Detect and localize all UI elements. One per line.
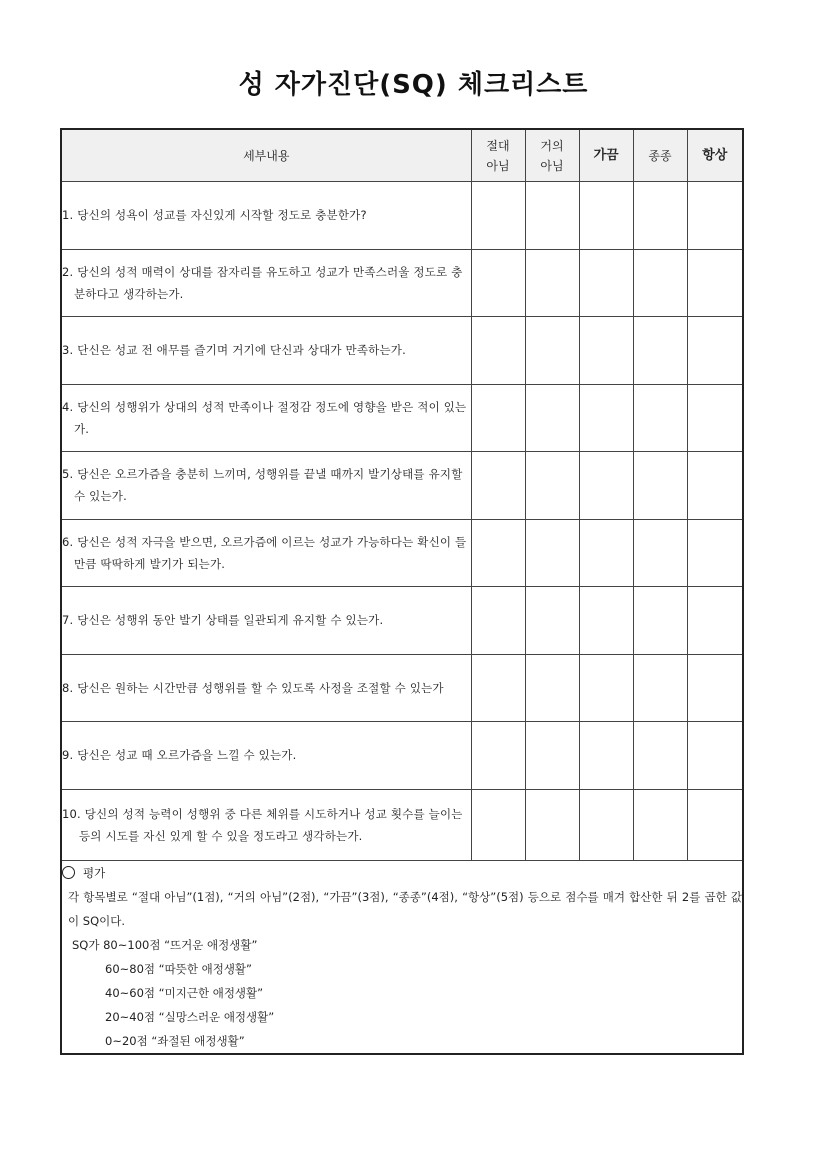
answer-cell-sometimes[interactable] <box>579 789 633 860</box>
question-text: 1. 당신의 성욕이 성교를 자신있게 시작할 정도로 충분한가? <box>62 208 367 223</box>
answer-cell-often[interactable] <box>633 182 687 250</box>
grade-line: 60~80점 “따뜻한 애정생활” <box>105 961 252 976</box>
question-text: 6. 당신은 성적 자극을 받으면, 오르가즘에 이르는 성교가 가능하다는 확신이 들만큼 딱딱하게 발기가 되는가. <box>62 534 467 571</box>
answer-cell-sometimes[interactable] <box>579 317 633 385</box>
question-text: 3. 단신은 성교 전 애무를 즐기며 거기에 단신과 상대가 만족하는가. <box>62 343 406 358</box>
question-text: 8. 당신은 원하는 시간만큼 성행위를 할 수 있도록 사정을 조절할 수 있는가 <box>62 680 444 695</box>
answer-cell-rarely[interactable] <box>525 654 579 722</box>
answer-cell-rarely[interactable] <box>525 452 579 520</box>
answer-cell-rarely[interactable] <box>525 789 579 860</box>
answer-cell-sometimes[interactable] <box>579 384 633 452</box>
answer-cell-often[interactable] <box>633 654 687 722</box>
answer-cell-always[interactable] <box>687 722 743 790</box>
answer-cell-rarely[interactable] <box>525 317 579 385</box>
answer-cell-often[interactable] <box>633 317 687 385</box>
question-cell <box>61 317 471 385</box>
answer-cell-sometimes[interactable] <box>579 722 633 790</box>
answer-cell-rarely[interactable] <box>525 249 579 317</box>
question-cell <box>61 182 471 250</box>
question-text: 9. 당신은 성교 때 오르가즘을 느낄 수 있는가. <box>62 748 297 763</box>
answer-cell-never[interactable] <box>471 384 525 452</box>
content-column-header: 세부내용 <box>61 129 471 182</box>
answer-cell-never[interactable] <box>471 722 525 790</box>
answer-cell-rarely[interactable] <box>525 182 579 250</box>
answer-cell-never[interactable] <box>471 519 525 587</box>
answer-cell-always[interactable] <box>687 519 743 587</box>
table-row <box>61 722 743 790</box>
question-cell <box>61 452 471 520</box>
answer-cell-never[interactable] <box>471 654 525 722</box>
answer-cell-sometimes[interactable] <box>579 654 633 722</box>
answer-cell-always[interactable] <box>687 317 743 385</box>
answer-cell-often[interactable] <box>633 789 687 860</box>
grade-line: SQ가 80~100점 “뜨거운 애정생활” <box>72 937 258 952</box>
answer-cell-sometimes[interactable] <box>579 587 633 655</box>
answer-cell-rarely[interactable] <box>525 587 579 655</box>
table-row <box>61 587 743 655</box>
checklist-table <box>60 128 744 1055</box>
circle-bullet-icon <box>62 866 75 879</box>
question-text: 2. 당신의 성적 매력이 상대를 잠자리를 유도하고 성교가 만족스러울 정도로 충분하다고 생각하는가. <box>62 264 463 301</box>
answer-cell-always[interactable] <box>687 587 743 655</box>
answer-cell-often[interactable] <box>633 587 687 655</box>
answer-cell-always[interactable] <box>687 182 743 250</box>
table-row <box>61 452 743 520</box>
option-header-rarely: 거의 아님 <box>525 129 579 182</box>
question-text: 5. 당신은 오르가즘을 충분히 느끼며, 성행위를 끝낼 때까지 발기상태를 유지할 수 있는가. <box>62 467 463 504</box>
question-cell <box>61 722 471 790</box>
answer-cell-often[interactable] <box>633 452 687 520</box>
answer-cell-often[interactable] <box>633 249 687 317</box>
evaluation-heading-text: 평가 <box>83 865 106 880</box>
question-text: 7. 당신은 성행위 동안 발기 상태를 일관되게 유지할 수 있는가. <box>62 613 384 628</box>
table-header-row <box>61 129 743 182</box>
answer-cell-sometimes[interactable] <box>579 452 633 520</box>
grade-line: 20~40점 “실망스러운 애정생활” <box>105 1009 275 1024</box>
option-header-always: 항상 <box>687 129 743 182</box>
question-cell <box>61 789 471 860</box>
evaluation-row <box>61 860 743 1054</box>
evaluation-heading <box>62 861 742 885</box>
answer-cell-never[interactable] <box>471 249 525 317</box>
answer-cell-always[interactable] <box>687 384 743 452</box>
answer-cell-rarely[interactable] <box>525 722 579 790</box>
question-cell <box>61 587 471 655</box>
question-cell <box>61 654 471 722</box>
answer-cell-rarely[interactable] <box>525 519 579 587</box>
evaluation-section <box>61 860 743 1054</box>
answer-cell-sometimes[interactable] <box>579 249 633 317</box>
table-row <box>61 789 743 860</box>
table-row <box>61 654 743 722</box>
option-header-often: 종종 <box>633 129 687 182</box>
answer-cell-always[interactable] <box>687 654 743 722</box>
option-header-sometimes: 가끔 <box>579 129 633 182</box>
question-text: 4. 당신의 성행위가 상대의 성적 만족이나 절정감 정도에 영향을 받은 적이 있는가. <box>62 399 467 436</box>
page-title: 성 자가진단(SQ) 체크리스트 <box>238 70 589 100</box>
table-row <box>61 249 743 317</box>
answer-cell-often[interactable] <box>633 519 687 587</box>
question-cell <box>61 519 471 587</box>
answer-cell-often[interactable] <box>633 384 687 452</box>
answer-cell-never[interactable] <box>471 317 525 385</box>
answer-cell-never[interactable] <box>471 182 525 250</box>
answer-cell-always[interactable] <box>687 452 743 520</box>
table-row <box>61 384 743 452</box>
question-cell <box>61 384 471 452</box>
answer-cell-always[interactable] <box>687 789 743 860</box>
answer-cell-never[interactable] <box>471 789 525 860</box>
evaluation-description: 각 항목별로 “절대 아님”(1점), “거의 아님”(2점), “가끔”(3점), “종종”(4점), “항상”(5점) 등으로 점수를 매겨 합산한 뒤 2를 곱한 값이 SQ이다. <box>68 889 742 928</box>
grade-line: 0~20점 “좌절된 애정생활” <box>105 1033 245 1048</box>
grade-line: 40~60점 “미지근한 애정생활” <box>105 985 264 1000</box>
answer-cell-rarely[interactable] <box>525 384 579 452</box>
answer-cell-sometimes[interactable] <box>579 519 633 587</box>
question-text: 10. 당신의 성적 능력이 성행위 중 다른 체위를 시도하거나 성교 횟수를 늘이는 등의 시도를 자신 있게 할 수 있을 정도라고 생각하는가. <box>62 806 463 843</box>
table-row <box>61 317 743 385</box>
option-header-never: 절대 아님 <box>471 129 525 182</box>
answer-cell-often[interactable] <box>633 722 687 790</box>
answer-cell-sometimes[interactable] <box>579 182 633 250</box>
answer-cell-never[interactable] <box>471 587 525 655</box>
answer-cell-always[interactable] <box>687 249 743 317</box>
question-cell <box>61 249 471 317</box>
answer-cell-never[interactable] <box>471 452 525 520</box>
table-row <box>61 182 743 250</box>
table-row <box>61 519 743 587</box>
